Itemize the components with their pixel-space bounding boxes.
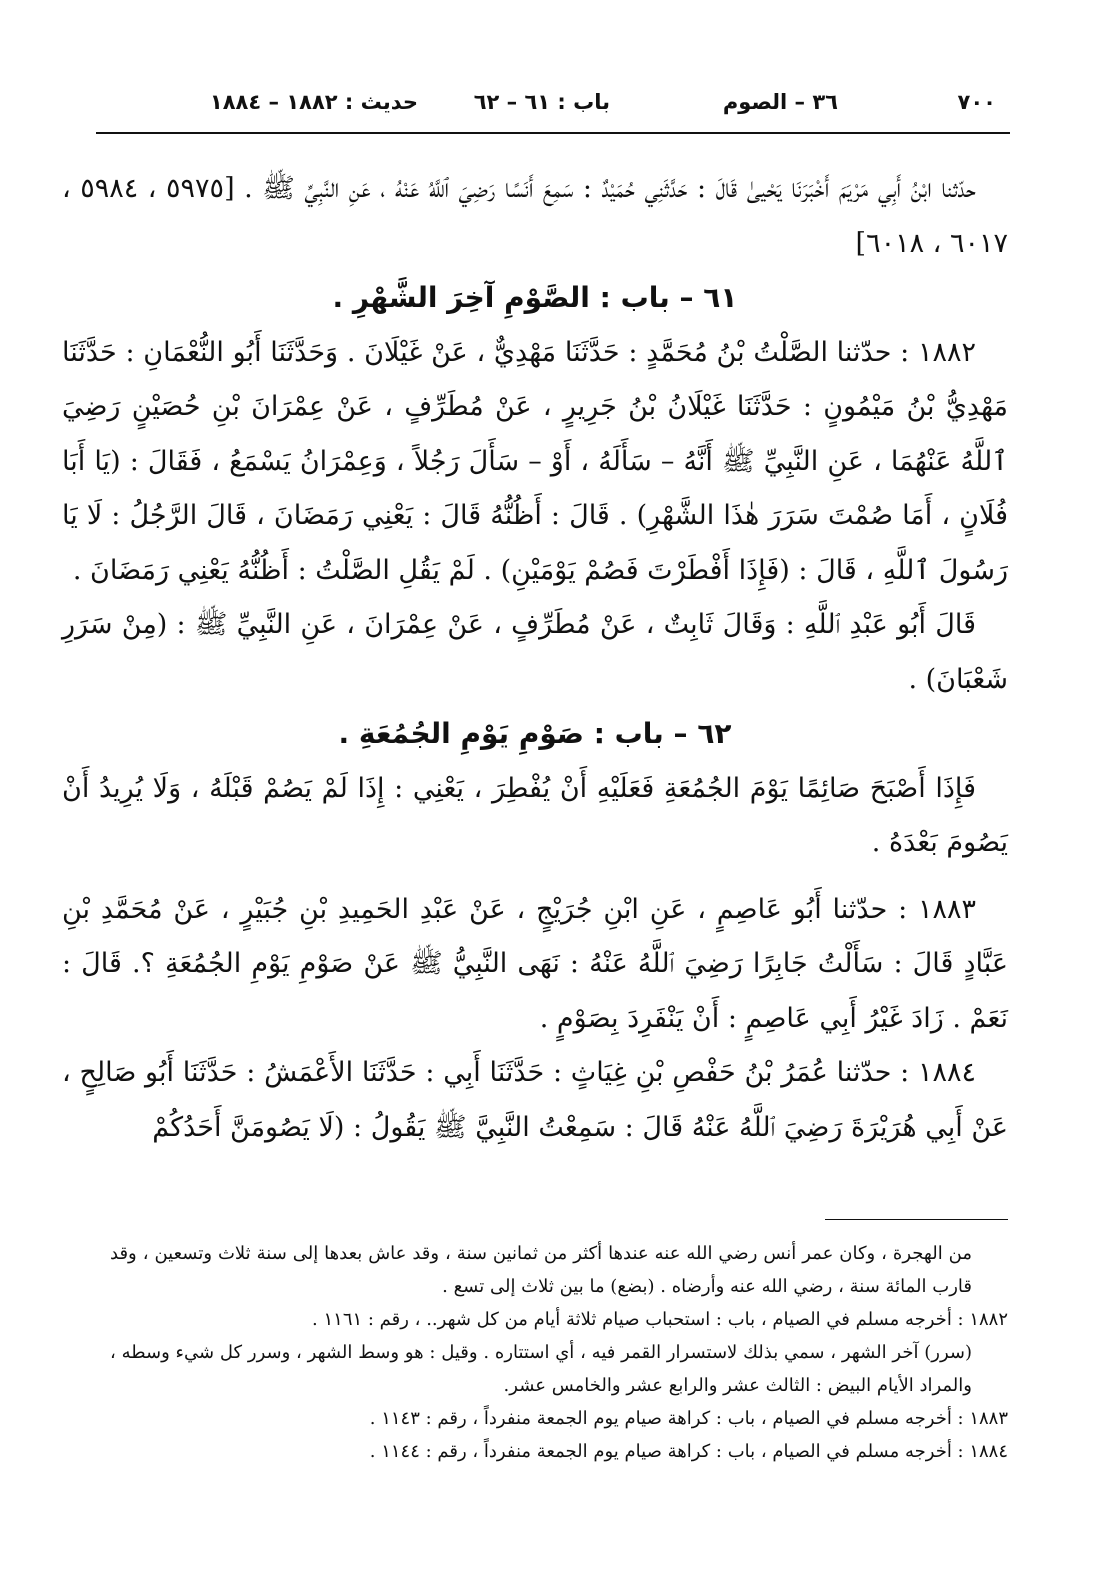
- footnote-divider: [825, 1219, 1008, 1220]
- spacer: [62, 871, 1008, 883]
- footnote-1883: ١٨٨٣ : أخرجه مسلم في الصيام ، باب : كراهة صيام يوم الجمعة منفرداً ، رقم : ١١٤٣ .: [369, 1408, 1008, 1429]
- hadith-1882: ١٨٨٢ : حدّثنا الصَّلْتُ بْنُ مُحَمَّدٍ : حَدَّثَنَا مَهْدِيٌّ ، عَنْ غَيْلَانَ . وَحَدَّثَنَا أَبُو النُّعْمَانِ : حَدَّثَنَا مَهْدِيُّ بْنُ مَيْمُونٍ : حَدَّثَنَا غَيْلَانُ بْنُ جَرِيرٍ ، عَنْ مُطَرِّفٍ ، عَنْ عِمْرَانَ بْنِ حُصَيْنٍ رَضِيَ ٱللَّهُ عَنْهُمَا ، عَنِ النَّبِيِّ ﷺ أَنَّهُ – سَأَلَهُ ، أَوْ – سَأَلَ رَجُلاً ، وَعِمْرَانُ يَسْمَعُ ، فَقَالَ : (يَا أَبَا فُلَانٍ ، أَمَا صُمْتَ سَرَرَ هٰذَا الشَّهْرِ) . قَالَ : أَظُنُّهُ قَالَ : يَعْنِي رَمَضَانَ ، قَالَ الرَّجُلُ : لَا يَا رَسُولَ ٱللَّهِ ، قَالَ : (فَإِذَا أَفْطَرْتَ فَصُمْ يَوْمَيْنِ) . لَمْ يَقُلِ الصَّلْتُ : أَظُنُّهُ يَعْنِي رَمَضَانَ .: [62, 336, 1008, 586]
- chapter-range: باب : ٦١ – ٦٢: [473, 90, 610, 114]
- hadith-1883: ١٨٨٣ : حدّثنا أَبُو عَاصِمٍ ، عَنِ ابْنِ جُرَيْجٍ ، عَنْ عَبْدِ الحَمِيدِ بْنِ جُبَيْرٍ ، عَنْ مُحَمَّدِ بْنِ عَبَّادٍ قَالَ : سَأَلْتُ جَابِرًا رَضِيَ ٱللَّهُ عَنْهُ : نَهَى النَّبِيُّ ﷺ عَنْ صَوْمِ يَوْمِ الجُمُعَةِ ؟. قَالَ : نَعَمْ . زَادَ غَيْرُ أَبِي عَاصِمٍ : أَنْ يَنْفَرِدَ بِصَوْمٍ .: [62, 893, 1008, 1034]
- chapter-heading-61: ٦١ – باب : الصَّوْمِ آخِرَ الشَّهْرِ .: [332, 281, 738, 314]
- main-text: [62, 162, 1008, 1155]
- footnote-1882-sarar: (سرر) آخر الشهر ، سمي بذلك لاستسرار القمر فيه ، أي استتاره . وقيل : هو وسط الشهر ، وسرر كل شيء وسطه ، والمراد الأيام البيض : الثالث عشر والرابع عشر والخامس عشر.: [110, 1342, 972, 1396]
- footnote-1882: ١٨٨٢ : أخرجه مسلم في الصيام ، باب : استحباب صيام ثلاثة أيام من كل شهر.. ، رقم : ١١٦١ .: [312, 1309, 1008, 1330]
- running-header: [184, 84, 1014, 124]
- qala-abu-abdillah-paragraph: قَالَ أَبُو عَبْدِ ٱللَّهِ : وَقَالَ ثَابِتٌ ، عَنْ مُطَرِّفٍ ، عَنْ عِمْرَانَ ، عَنِ النَّبِيِّ ﷺ : (مِنْ سَرَرِ شَعْبَانَ) .: [62, 609, 1008, 695]
- chapter-heading-62: ٦٢ – باب : صَوْمِ يَوْمِ الجُمُعَةِ .: [338, 717, 732, 750]
- hadith-range: حديث : ١٨٨٢ – ١٨٨٤: [209, 90, 418, 114]
- footnote-continuation: من الهجرة ، وكان عمر أنس رضي الله عنه عندها أكثر من ثمانين سنة ، وقد عاش بعدها إلى سنة ثلاث وتسعين ، وقد قارب المائة سنة ، رضي الله عنه وأرضاه . (بضع) ما بين ثلاث إلى تسع .: [110, 1243, 972, 1297]
- page-number: ٧٠٠: [957, 90, 996, 114]
- header-divider: [96, 132, 1010, 134]
- footnote-1884: ١٨٨٤ : أخرجه مسلم في الصيام ، باب : كراهة صيام يوم الجمعة منفرداً ، رقم : ١١٤٤ .: [369, 1441, 1008, 1462]
- book-title: ٣٦ – الصوم: [722, 90, 838, 114]
- intro-paragraph: حدّثنا ابْنُ أَبِي مَرْيَمَ أَخْبَرَنَا يَحْيىٰ قَالَ : حَدَّثَنِي حُمَيْدٌ : سَمِعَ أَنَسًا رَضِيَ ٱللَّهُ عَنْهُ ، عَنِ النَّبِيِّ ﷺ . [٥٩٧٥ ، ٥٩٨٤ ، ٦٠١٧ ، ٦٠١٨]: [62, 173, 1008, 259]
- hadith-1884: ١٨٨٤ : حدّثنا عُمَرُ بْنُ حَفْصِ بْنِ غِيَاثٍ : حَدَّثَنَا أَبِي : حَدَّثَنَا الأَعْمَشُ : حَدَّثَنَا أَبُو صَالِحٍ ، عَنْ أَبِي هُرَيْرَةَ رَضِيَ ٱللَّهُ عَنْهُ قَالَ : سَمِعْتُ النَّبِيَّ ﷺ يَقُولُ : (لَا يَصُومَنَّ أَحَدُكُمْ: [62, 1057, 1008, 1143]
- footnotes: [110, 1237, 1008, 1468]
- chapter-62-intro: فَإِذَا أَصْبَحَ صَائِمًا يَوْمَ الجُمُعَةِ فَعَلَيْهِ أَنْ يُفْطِرَ ، يَعْنِي : إِذَا لَمْ يَصُمْ قَبْلَهُ ، وَلَا يُرِيدُ أَنْ يَصُومَ بَعْدَهُ .: [62, 772, 1008, 858]
